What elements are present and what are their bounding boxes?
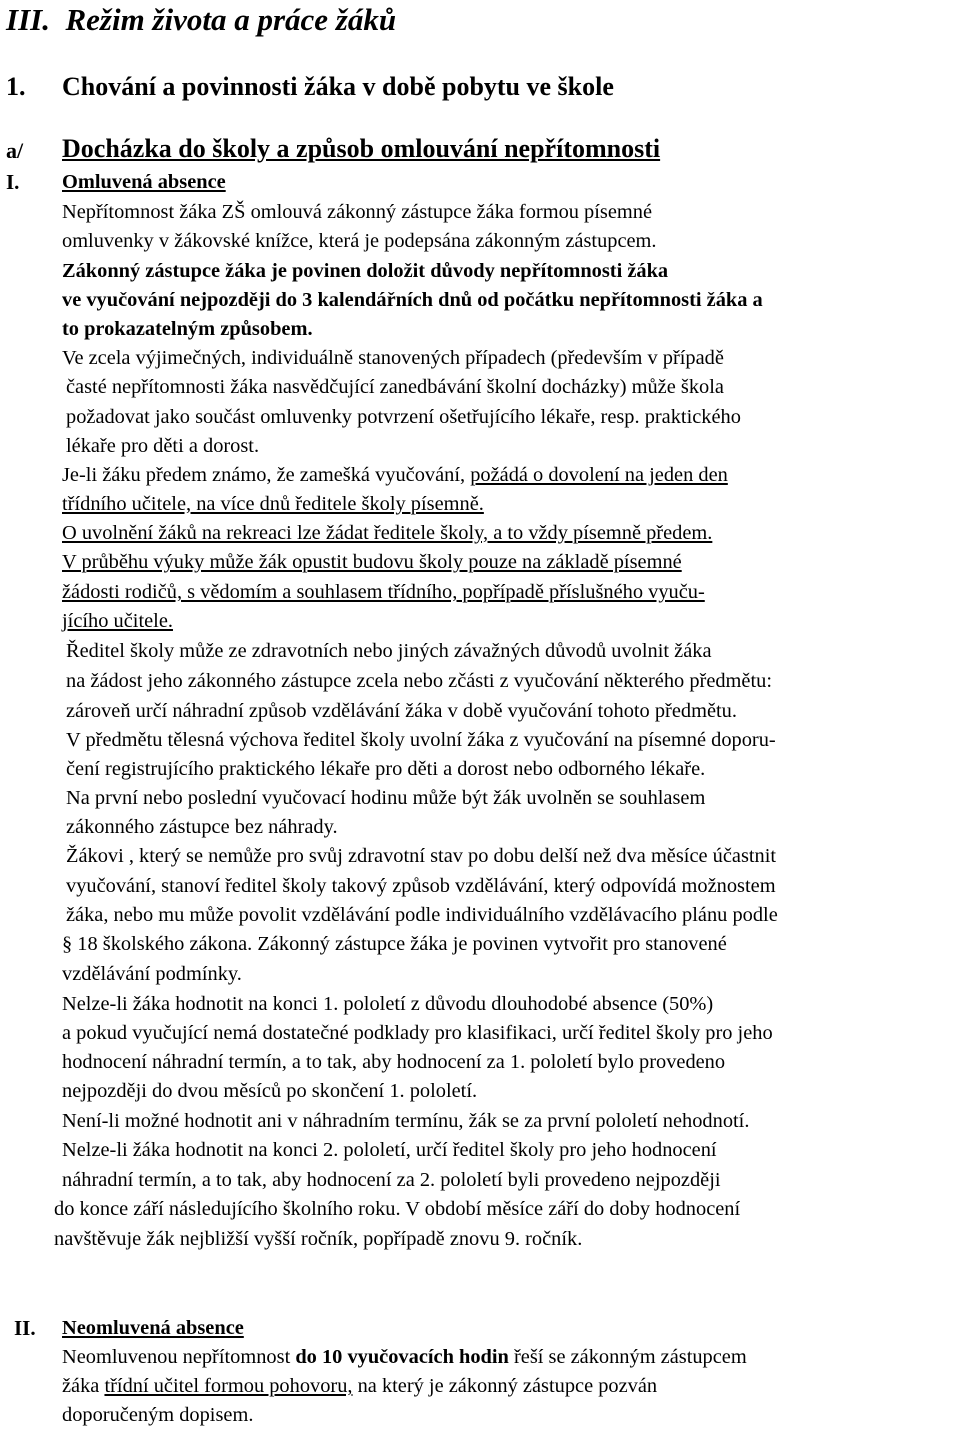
- paragraph-line: O uvolnění žáků na rekreaci lze žádat ředitele školy, a to vždy písemně předem.: [62, 522, 713, 544]
- paragraph-line: V průběhu výuky může žák opustit budovu školy pouze na základě písemné: [62, 551, 682, 573]
- paragraph-line: to prokazatelným způsobem.: [62, 318, 313, 340]
- paragraph-line: čení registrujícího praktického lékaře pro děti a dorost nebo odborného lékaře.: [66, 758, 706, 780]
- paragraph-line: zákonného zástupce bez náhrady.: [66, 816, 338, 838]
- paragraph-line: navštěvuje žák nejbližší vyšší ročník, popřípadě znovu 9. ročník.: [54, 1228, 583, 1250]
- section-heading: [6, 2, 396, 38]
- chapter-title: Chování a povinnosti žáka v době pobytu ve škole: [62, 72, 614, 101]
- part2-title: Neomluvená absence: [62, 1317, 244, 1339]
- paragraph-line: Není-li možné hodnotit ani v náhradním termínu, žák se za první pololetí nehodnotí.: [62, 1110, 750, 1132]
- paragraph-line: omluvenky v žákovské knížce, která je podepsána zákonným zástupcem.: [62, 230, 657, 252]
- paragraph-line: vzdělávání podmínky.: [62, 963, 242, 985]
- part1-number: I.: [6, 170, 20, 194]
- paragraph-line: žáka, nebo mu může povolit vzdělávání podle individuálního vzdělávacího plánu podle: [66, 904, 778, 926]
- section-number: III.: [6, 2, 50, 37]
- paragraph-line: hodnocení náhradní termín, a to tak, aby hodnocení za 1. pololetí bylo provedeno: [62, 1051, 726, 1073]
- paragraph-line: a pokud vyučující nemá dostatečné podklady pro klasifikaci, určí ředitel školy pro jeho: [62, 1022, 773, 1044]
- paragraph-line: požadovat jako součást omluvenky potvrzení ošetřujícího lékaře, resp. praktického: [66, 406, 741, 428]
- paragraph-line: do konce září následujícího školního roku. V období měsíce září do doby hodnocení: [54, 1198, 741, 1220]
- paragraph-line: nejpozději do dvou měsíců po skončení 1. pololetí.: [62, 1080, 478, 1102]
- part1-title: Omluvená absence: [62, 171, 226, 193]
- paragraph-line: Nepřítomnost žáka ZŠ omlouvá zákonný zástupce žáka formou písemné: [62, 201, 653, 223]
- paragraph-line: § 18 školského zákona. Zákonný zástupce žáka je povinen vytvořit pro stanovené: [62, 933, 727, 955]
- paragraph-line: časté nepřítomnosti žáka nasvědčující zanedbávání školní docházky) může škola: [66, 376, 724, 398]
- paragraph-line: Ředitel školy může ze zdravotních nebo jiných závažných důvodů uvolnit žáka: [66, 640, 712, 662]
- paragraph-line: zároveň určí náhradní způsob vzdělávání žáka v době vyučování tohoto předmětu.: [66, 700, 737, 722]
- paragraph-line: doporučeným dopisem.: [62, 1404, 254, 1426]
- paragraph-line: ve vyučování nejpozději do 3 kalendářních dnů od počátku nepřítomnosti žáka a: [62, 289, 763, 311]
- paragraph-line: Nelze-li žáka hodnotit na konci 1. pololetí z důvodu dlouhodobé absence (50%): [62, 993, 714, 1015]
- subsection-number: a/: [6, 138, 24, 163]
- paragraph-line: Zákonný zástupce žáka je povinen doložit důvody nepřítomnosti žáka: [62, 260, 669, 282]
- paragraph-line: třídního učitele, na více dnů ředitele školy písemně.: [62, 493, 484, 515]
- paragraph-line: Je-li žáku předem známo, že zamešká vyučování, požádá o dovolení na jeden den: [62, 464, 728, 486]
- chapter-number: 1.: [6, 72, 26, 101]
- paragraph-line: jícího učitele.: [62, 610, 173, 632]
- paragraph-line: žáka třídní učitel formou pohovoru, na který je zákonný zástupce pozván: [62, 1375, 658, 1397]
- paragraph-line: Nelze-li žáka hodnotit na konci 2. pololetí, určí ředitel školy pro jeho hodnocení: [62, 1139, 717, 1161]
- section-title: Režim života a práce žáků: [65, 2, 397, 37]
- part2-number: II.: [14, 1316, 36, 1340]
- paragraph-line: Ve zcela výjimečných, individuálně stanovených případech (především v případě: [62, 347, 724, 369]
- paragraph-line: vyučování, stanoví ředitel školy takový způsob vzdělávání, který odpovídá možnostem: [66, 875, 776, 897]
- paragraph-line: náhradní termín, a to tak, aby hodnocení za 2. pololetí byli provedeno nejpozději: [62, 1169, 721, 1191]
- paragraph-line: lékaře pro děti a dorost.: [66, 435, 260, 457]
- subsection-title: Docházka do školy a způsob omlouvání nepřítomnosti: [62, 134, 661, 163]
- paragraph-line: Žákovi , který se nemůže pro svůj zdravotní stav po dobu delší než dva měsíce účastnit: [66, 845, 777, 867]
- paragraph-line: žádosti rodičů, s vědomím a souhlasem třídního, popřípadě příslušného vyuču-: [62, 581, 705, 603]
- paragraph-line: na žádost jeho zákonného zástupce zcela nebo zčásti z vyučování některého předmětu:: [66, 670, 772, 692]
- paragraph-line: V předmětu tělesná výchova ředitel školy uvolní žáka z vyučování na písemné doporu-: [66, 729, 776, 751]
- paragraph-line: Na první nebo poslední vyučovací hodinu může být žák uvolněn se souhlasem: [66, 787, 706, 809]
- paragraph-line: Neomluvenou nepřítomnost do 10 vyučovacích hodin řeší se zákonným zástupcem: [62, 1346, 747, 1368]
